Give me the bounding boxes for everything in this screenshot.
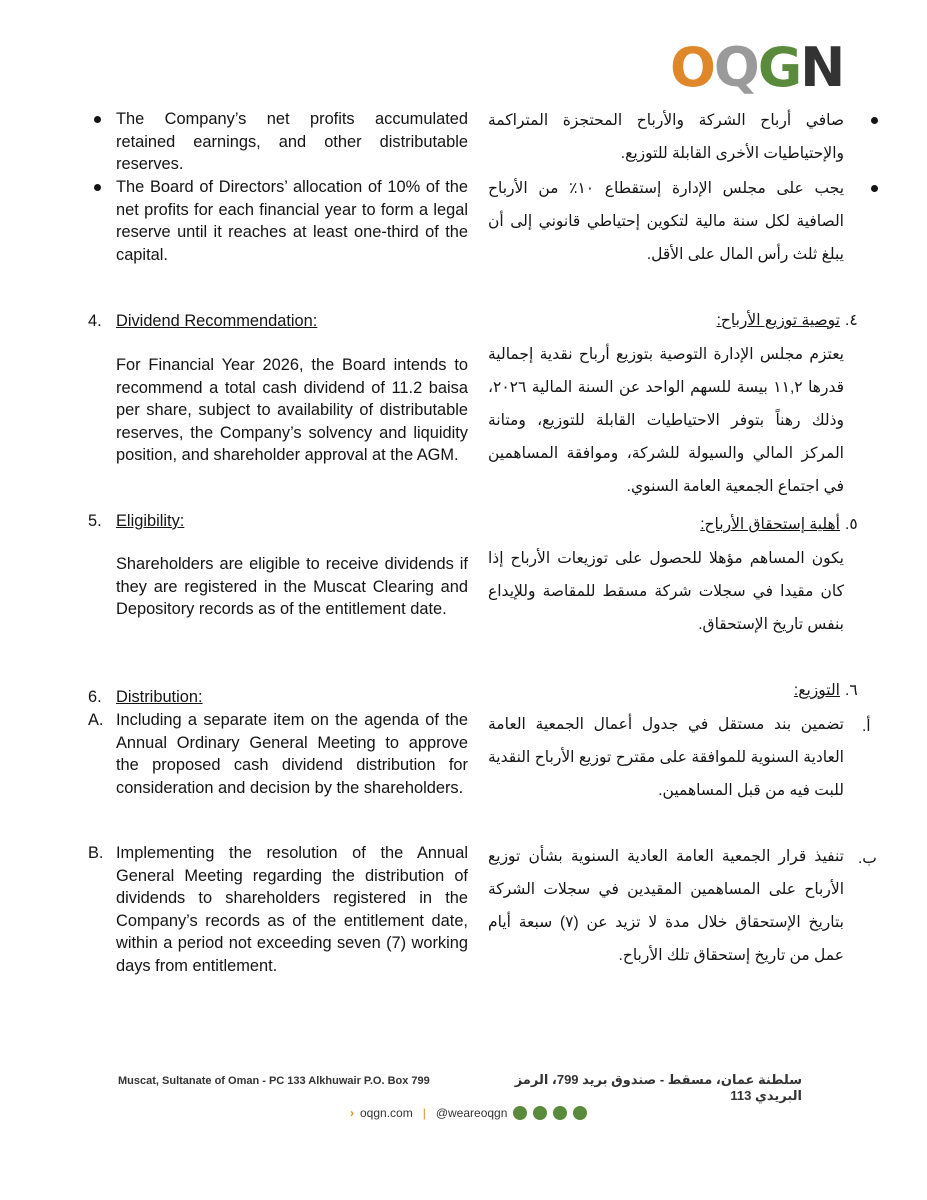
- social-handle[interactable]: @weareoqgn: [435, 1106, 508, 1120]
- section-4-title-ar: توصية توزيع الأرباح:: [716, 312, 840, 329]
- youtube-icon[interactable]: [553, 1106, 567, 1120]
- footer-separator: |: [422, 1106, 426, 1120]
- item-b-label-en: B.: [88, 844, 104, 862]
- item-a-text-ar: تضمين بند مستقل في جدول أعمال الجمعية العامة العادية السنوية للموافقة على مقترح توزيع الأرباح النقدية للبت فيه من قبل المساهمين.: [488, 716, 844, 799]
- item-b-text-en: Implementing the resolution of the Annual General Meeting regarding the distribution of dividends to shareholders registered in the Company’s records as of the entitlement date, within a period not exceeding seven (7) working days from entitlement.: [116, 844, 468, 975]
- bullet-en-2: The Board of Directors’ allocation of 10% of the net profits for each financial year to form a legal reserve until it reaches at least one-third of the capital.: [116, 176, 468, 266]
- footer-address-en: Muscat, Sultanate of Oman - PC 133 Alkhuwair P.O. Box 799: [118, 1075, 430, 1087]
- section-6-number-ar: ٦.: [845, 682, 858, 699]
- section-4-body-ar: يعتزم مجلس الإدارة التوصية بتوزيع أرباح نقدية إجمالية قدرها ١١,٢ بيسة للسهم الواحد عن السنة المالية ٢٠٢٦، وذلك رهناً بتوفر الاحتياطيات القابلة للتوزيع، ومتانة المركز المالي والسيولة للشركة، وموافقة المساهمين في اجتماع الجمعية العامة السنوي.: [488, 346, 844, 495]
- section-4-title-en: Dividend Recommendation:: [116, 312, 318, 330]
- section-6-title-ar: التوزيع:: [793, 682, 840, 699]
- logo-letter-g: G: [757, 36, 801, 99]
- bullet-ar-2: يجب على مجلس الإدارة إستقطاع ١٠٪ من الأرباح الصافية لكل سنة مالية لتكوين إحتياطي قانوني إلى أن يبلغ ثلث رأس المال على الأقل.: [488, 172, 844, 271]
- section-6-title-en: Distribution:: [116, 688, 203, 706]
- item-b-text-ar: تنفيذ قرار الجمعية العامة العادية السنوية بشأن توزيع الأرباح على المساهمين المقيدين في سجلات الشركة بتاريخ الإستحقاق خلال مدة لا تزيد عن (٧) سبعة أيام عمل من تاريخ إستحقاق تلك الأرباح.: [488, 848, 844, 964]
- item-b-label-ar: ب.: [858, 850, 877, 867]
- bullet-en-1: The Company’s net profits accumulated retained earnings, and other distributable reserves.: [116, 108, 468, 176]
- logo-letter-o: O: [670, 36, 714, 99]
- section-5-title-en: Eligibility:: [116, 512, 185, 530]
- item-a-text-en: Including a separate item on the agenda of the Annual Ordinary General Meeting to approve the proposed cash dividend distribution for consideration and decision by the shareholders.: [116, 711, 468, 797]
- company-logo: [670, 38, 870, 98]
- section-5-title-ar: أهلية إستحقاق الأرباح:: [700, 516, 840, 533]
- footer-address-ar: سلطنة عمان، مسقط - صندوق بريد 799، الرمز البريدي 113: [514, 1072, 802, 1103]
- footer-links: [350, 1106, 587, 1120]
- chevron-right-icon: ›: [350, 1106, 354, 1120]
- linkedin-icon[interactable]: [573, 1106, 587, 1120]
- logo-letter-q: Q: [713, 36, 758, 99]
- bullet-ar-1: صافي أرباح الشركة والأرباح المحتجزة المتراكمة والإحتياطيات الأخرى القابلة للتوزيع.: [488, 104, 844, 170]
- logo-letter-n: N: [800, 36, 844, 99]
- section-5-body-ar: يكون المساهم مؤهلا للحصول على توزيعات الأرباح إذا كان مقيدا في سجلات شركة مسقط للمقاصة وللإيداع بنفس تاريخ الإستحقاق.: [488, 550, 844, 633]
- section-6-number-en: 6.: [88, 688, 102, 706]
- twitter-icon[interactable]: [513, 1106, 527, 1120]
- website-link[interactable]: oqgn.com: [360, 1106, 413, 1120]
- item-a-label-ar: أ.: [862, 718, 871, 735]
- section-4-number-en: 4.: [88, 312, 102, 330]
- item-a-label-en: A.: [88, 711, 104, 729]
- section-5-body-en: Shareholders are eligible to receive dividends if they are registered in the Muscat Clearing and Depository records as of the entitlement date.: [116, 555, 468, 619]
- section-5-number-ar: ٥.: [845, 516, 858, 533]
- section-4-body-en: For Financial Year 2026, the Board intends to recommend a total cash dividend of 11.2 baisa per share, subject to availability of distributable reserves, the Company’s solvency and liquidity position, and shareholder approval at the AGM.: [116, 356, 468, 465]
- section-5-number-en: 5.: [88, 512, 102, 530]
- instagram-icon[interactable]: [533, 1106, 547, 1120]
- section-4-number-ar: ٤.: [845, 312, 858, 329]
